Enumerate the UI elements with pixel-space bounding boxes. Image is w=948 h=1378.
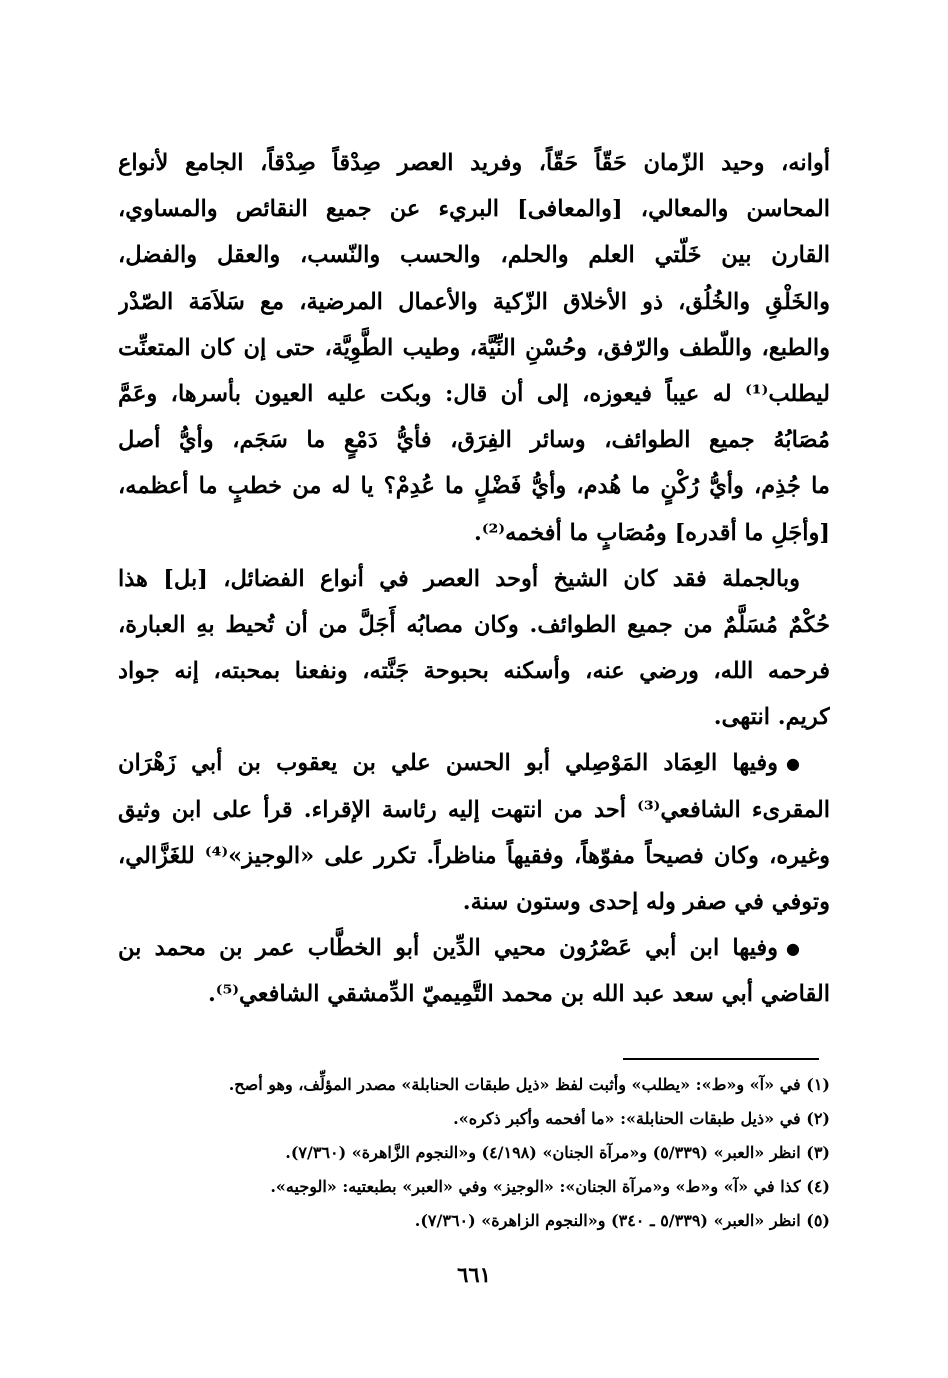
footnote: (٤) كذا في «آ» و«ط» و«مرآة الجنان»: «الوجيز» وفي «العبر» بطبعتيه: «الوجيه». — [270, 1177, 830, 1196]
text-line: ليطلب⁽¹⁾ له عيباً فيعوزه، إلى أن قال: وبكت عليه العيون بأسرها، وعَمَّ — [118, 380, 830, 407]
text-line: وفيها ابن أبي عَصْرُون محيي الدِّين أبو الخطَّاب عمر بن محمد بن — [118, 935, 779, 962]
footnote-divider — [623, 1058, 819, 1060]
footnote: (١) في «آ» و«ط»: «يطلب» وأثبت لفظ «ذيل طبقات الحنابلة» مصدر المؤلِّف، وهو أصح. — [228, 1075, 830, 1094]
text-line: القاضي أبي سعد عبد الله بن محمد التَّمِيميّ الدِّمشقي الشافعي⁽⁵⁾. — [207, 981, 830, 1008]
text-line: كريم. انتهى. — [713, 704, 830, 731]
text-line: والطبع، واللّطف والرّفق، وحُسْنِ النِّيَّة، وطيب الطَّوِيَّة، حتى إن كان المتعنِّت — [118, 334, 830, 361]
text-line: أوانه، وحيد الزّمان حَقّاً حَقّاً، وفريد العصر صِدْقاً صِدْقاً، الجامع لأنواع — [118, 150, 830, 176]
footnote: (٣) انظر «العبر» (٥/٣٣٩) و«مرآة الجنان» (٤/١٩٨) و«النجوم الزَّاهرة» (٧/٣٦٠). — [285, 1143, 830, 1162]
page-number: ٦٦١ — [457, 1262, 491, 1287]
main-text — [118, 140, 830, 1018]
text-line: وبالجملة فقد كان الشيخ أوحد العصر في أنواع الفضائل، [بل] هذا — [118, 565, 800, 592]
footnote: (٥) انظر «العبر» (٥/٣٣٩ ـ ٣٤٠) و«النجوم الزاهرة» (٧/٣٦٠). — [414, 1211, 830, 1230]
text-line: فرحمه الله، ورضي عنه، وأسكنه بحبوحة جَنَّته، ونفعنا بمحبته، إنه جواد — [118, 658, 830, 685]
text-line: وتوفي في صفر وله إحدى وستون سنة. — [462, 889, 830, 915]
bullet-icon: ● — [786, 939, 800, 959]
text-line: مُصَابُهُ جميع الطوائف، وسائر الفِرَق، فأيُّ دَمْعٍ ما سَجَم، وأيُّ أصل — [118, 427, 830, 454]
text-line: وغيره، وكان فصيحاً مفوّهاً، وفقيهاً مناظراً. تكرر على «الوجيز»⁽⁴⁾ للغَزَّالي، — [118, 842, 830, 869]
text-line: المقرىء الشافعي⁽³⁾ أحد من انتهت إليه رئاسة الإقراء. قرأ على ابن وثيق — [118, 796, 830, 823]
text-line: حُكْمٌ مُسَلَّمٌ من جميع الطوائف. وكان مصابُه أَجَلَّ من أن تُحيط بهِ العبارة، — [118, 611, 830, 638]
text-line: وفيها العِمَاد المَوْصِلي أبو الحسن علي بن يعقوب بن أبي زَهْرَان — [118, 750, 779, 777]
footnote: (٢) في «ذيل طبقات الحنابلة»: «ما أفحمه وأكبر ذكره». — [453, 1109, 830, 1128]
text-line: القارن بين خَلّتي العلم والحلم، والحسب والنّسب، والعقل والفضل، — [118, 242, 830, 269]
text-line: والخَلْقِ والخُلُق، ذو الأخلاق الزّكية والأعمال المرضية، مع سَلاَمَة الصّدْر — [118, 288, 830, 315]
text-line: ما جُذِم، وأيُّ رُكْنٍ ما هُدم، وأيُّ فَضْلٍ ما عُدِمْ؟ يا له من خطبٍ ما أعظمه، — [118, 473, 830, 500]
text-line: [وأجَلِ ما أقدره] ومُصَابٍ ما أفخمه⁽²⁾. — [474, 519, 830, 546]
bullet-icon: ● — [786, 754, 800, 774]
footnotes — [118, 1068, 830, 1238]
text-line: المحاسن والمعالي، [والمعافى] البريء عن جميع النقائص والمساوي، — [118, 196, 830, 223]
entry-first-line — [118, 925, 830, 971]
entry-first-line — [118, 740, 830, 786]
